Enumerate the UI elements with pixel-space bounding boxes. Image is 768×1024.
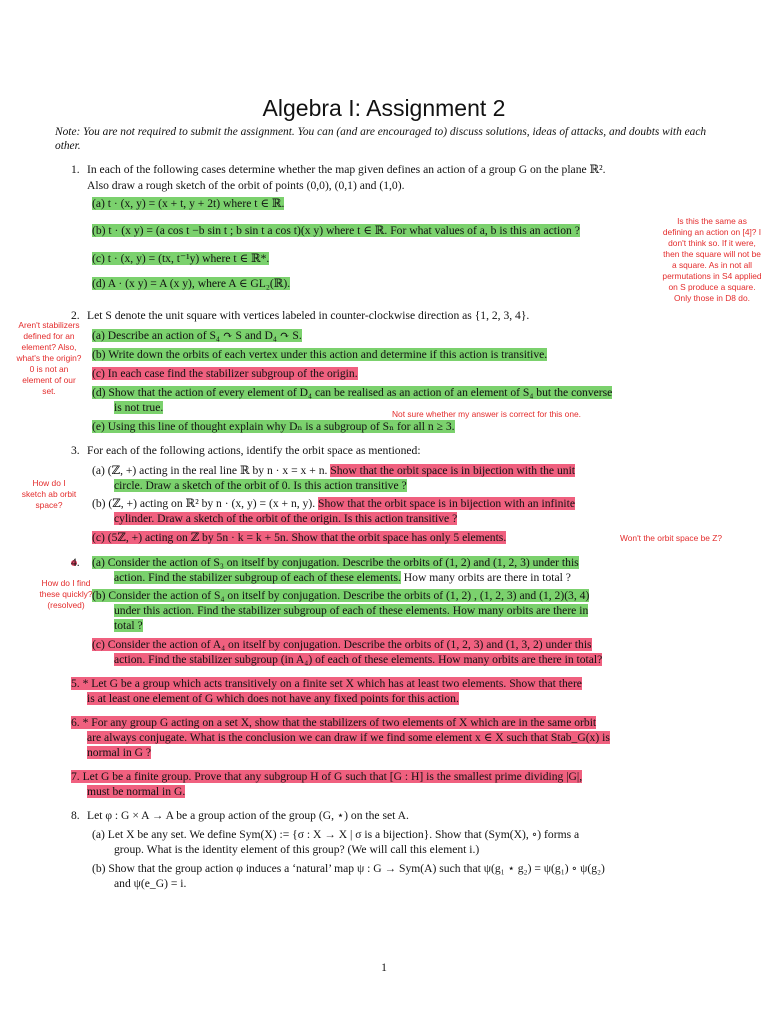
q2-d2: is not true.	[114, 401, 164, 414]
q6-line1: 6. * For any group G acting on a set X, show that the stabilizers of two elements of X which are in the same orbit	[71, 716, 597, 729]
annotation-left-1: Aren't stabilizers defined for an element? Also, what's the origin? 0 is not an element of our set.	[16, 320, 82, 396]
q3-b-highlight: Show that the orbit space is in bijection with an infinite	[318, 497, 575, 510]
q4-number: 4.	[71, 556, 80, 569]
q3-a-highlight: Show that the orbit space is in bijection with the unit	[330, 464, 576, 477]
q1-b: (b) t · (x y) = (a cos t −b sin t ; b sin t a cos t)(x y) where t ∈ ℝ. For what values of a, b is this an action ?	[92, 224, 580, 237]
q4-c1: (c) Consider the action of A₄ on itself by conjugation. Describe the orbits of (1, 2, 3) and (1, 3, 2) under this	[92, 638, 592, 651]
q1-line2: Also draw a rough sketch of the orbit of points (0,0), (0,1) and (1,0).	[87, 179, 405, 192]
q8-line1: Let φ : G × A → A be a group action of the group (G, ⋆) on the set A.	[87, 809, 409, 822]
q2-a: (a) Describe an action of S₄ ↷ S and D₄ ↷ S.	[92, 329, 302, 342]
q4-c2: action. Find the stabilizer subgroup (in A₄) of each of these elements. How many orbits are there in total?	[114, 653, 603, 666]
q7-line2: must be normal in G.	[87, 785, 186, 798]
q4-a1: (a) Consider the action of S₃ on itself by conjugation. Describe the orbits of (1, 2) and (1, 2, 3) under this	[92, 556, 579, 569]
q4-a2-highlight: action. Find the stabilizer subgroup of each of these elements.	[114, 571, 401, 584]
q4-b2: under this action. Find the stabilizer subgroup of each of these elements. How many orbits are there in	[114, 604, 589, 617]
annotation-right-1: Is this the same as defining an action on [4]? I don't think so. If it were, then the square will not be a square. As in not all permutations in S4 applied on S produce a square. Only those in D8 do.	[662, 216, 762, 303]
q3-a2: circle. Draw a sketch of the orbit of 0. Is this action transitive ?	[114, 479, 407, 492]
q1-line1: In each of the following cases determine whether the map given defines an action of a group G on the plane ℝ².	[87, 163, 606, 176]
annotation-left-2: How do I sketch ab orbit space?	[21, 478, 77, 510]
q3-line1: For each of the following actions, identify the orbit space as mentioned:	[87, 444, 421, 457]
page-title: Algebra I: Assignment 2	[262, 95, 506, 121]
q7-line1: 7. Let G be a finite group. Prove that any subgroup H of G such that [G : H] is the smallest prime dividing |G|,	[71, 770, 583, 783]
q8-b2: and ψ(e_G) = i.	[114, 877, 187, 890]
q4-a2-text: How many orbits are there in total ?	[403, 571, 571, 584]
q3-number: 3.	[71, 444, 80, 457]
page-number: 1	[381, 961, 387, 974]
q3-b-text: (b) (ℤ, +) acting on ℝ² by n · (x, y) = (x + n, y).	[92, 497, 316, 510]
q2-c: (c) In each case find the stabilizer subgroup of the origin.	[92, 367, 358, 380]
q2-number: 2.	[71, 309, 80, 322]
q4-b3: total ?	[114, 619, 143, 632]
q1-c: (c) t · (x, y) = (tx, t⁻¹y) where t ∈ ℝ*.	[92, 252, 270, 265]
assignment-note: Note: You are not required to submit the assignment. You can (and are encouraged to) discuss solutions, ideas of attacks, and doubts with each other.	[55, 126, 707, 152]
q5-line2: is at least one element of G which does not have any fixed points for this action.	[87, 692, 459, 705]
q1-a: (a) t · (x, y) = (x + t, y + 2t) where t ∈ ℝ.	[92, 197, 285, 210]
q6-line2: are always conjugate. What is the conclusion we can draw if we find some element x ∈ X such that Stab_G(x) is	[87, 731, 610, 744]
annotation-mid-1: Not sure whether my answer is correct for this one.	[392, 409, 581, 419]
q2-b: (b) Write down the orbits of each vertex under this action and determine if this action is transitive.	[92, 348, 548, 361]
q1-d: (d) A · (x y) = A (x y), where A ∈ GL₂(ℝ).	[92, 277, 291, 290]
q1-number: 1.	[71, 163, 80, 176]
q8-b1: (b) Show that the group action φ induces a ‘natural’ map ψ : G → Sym(A) such that ψ(g₁ ⋆ g₂) = ψ(g₁) ∘ ψ(g₂)	[92, 862, 605, 875]
q2-d1: (d) Show that the action of every element of D₄ can be realised as an action of an element of S₄ but the converse	[92, 386, 613, 399]
q2-line1: Let S denote the unit square with vertices labeled in counter-clockwise direction as {1, 2, 3, 4}.	[87, 309, 530, 322]
q3-b2: cylinder. Draw a sketch of the orbit of the origin. Is this action transitive ?	[114, 512, 458, 525]
q2-e: (e) Using this line of thought explain why Dₙ is a subgroup of Sₙ for all n ≥ 3.	[92, 420, 455, 433]
q8-a1: (a) Let X be any set. We define Sym(X) := {σ : X → X | σ is a bijection}. Show that (Sym(X), ∘) forms a	[92, 828, 580, 841]
q6-line3: normal in G ?	[87, 746, 152, 759]
q4-b1: (b) Consider the action of S₄ on itself by conjugation. Describe the orbits of (1, 2) , (1, 2, 3) and (1, 2)(3, 4)	[92, 589, 590, 602]
q3-c: (c) (5ℤ, +) acting on ℤ by 5n · k = k + 5n. Show that the orbit space has only 5 elements.	[92, 531, 507, 544]
q5-line1: 5. * Let G be a group which acts transitively on a finite set X which has at least two elements. Show that there	[71, 677, 582, 690]
annotation-left-3: How do I find these quickly? (resolved)	[39, 578, 93, 610]
q8-number: 8.	[71, 809, 80, 822]
q8-a2: group. What is the identity element of this group? (We will call this element i.)	[114, 843, 480, 856]
q3-a-text: (a) (ℤ, +) acting in the real line ℝ by n · x = x + n.	[92, 464, 328, 477]
annotation-right-2: Won't the orbit space be Z?	[620, 533, 723, 543]
